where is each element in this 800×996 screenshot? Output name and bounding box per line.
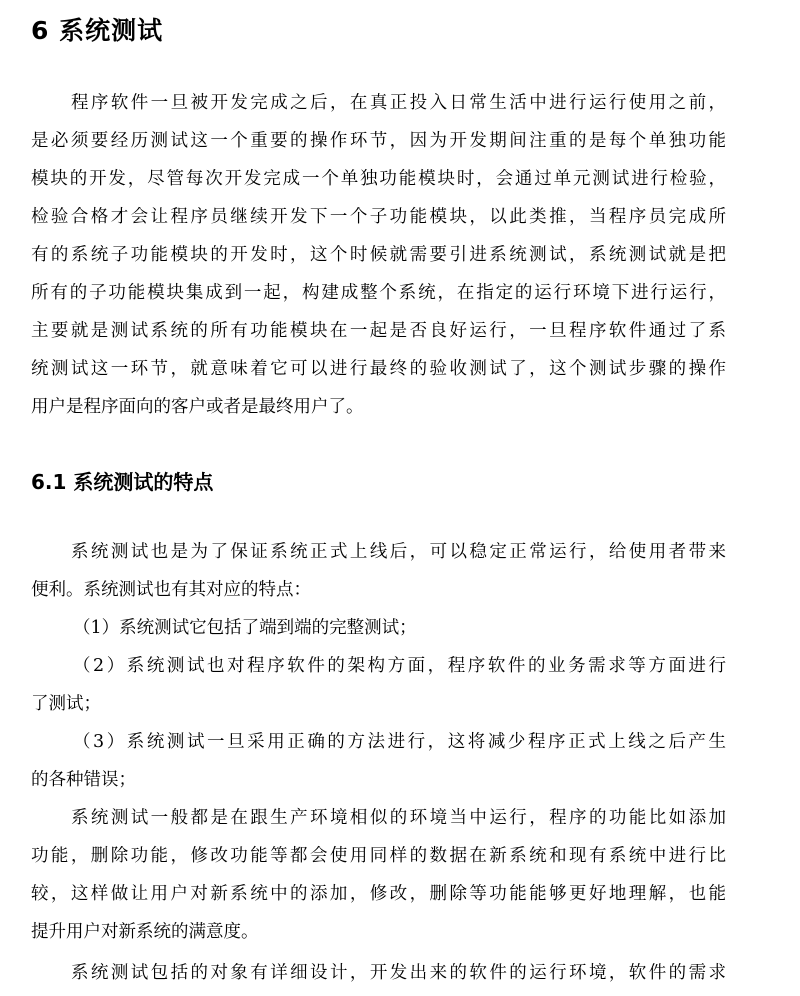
paragraph-line: 模块的开发，尽管每次开发完成一个单独功能模块时，会通过单元测试进行检验， [31,169,726,189]
scope-paragraph [31,954,726,992]
paragraph-line: 提升用户对新系统的满意度。 [31,922,259,942]
list-line: （1）系统测试它包括了端到端的完整测试； [73,618,417,638]
list-line: （2）系统测试也对程序软件的架构方面，程序软件的业务需求等方面进行 [73,656,726,676]
paragraph-line: 系统测试包括的对象有详细设计，开发出来的软件的运行环境，软件的需求 [71,963,726,983]
paragraph-line: 检验合格才会让程序员继续开发下一个子功能模块，以此类推，当程序员完成所 [31,207,726,227]
paragraph-line: 功能，删除功能，修改功能等都会使用同样的数据在新系统和现有系统中进行比 [31,846,726,866]
feature-list-item-3 [31,723,726,799]
paragraph-line: 所有的子功能模块集成到一起，构建成整个系统，在指定的运行环境下进行运行， [31,283,726,303]
paragraph-line: 是必须要经历测试这一个重要的操作环节，因为开发期间注重的是每个单独功能 [31,131,726,151]
paragraph-line: 有的系统子功能模块的开发时，这个时候就需要引进系统测试，系统测试就是把 [31,245,726,265]
paragraph-line: 用户是程序面向的客户或者是最终用户了。 [31,397,364,417]
paragraph-line: 系统测试也是为了保证系统正式上线后，可以稳定正常运行，给使用者带来 [71,542,726,562]
paragraph-line: 系统测试一般都是在跟生产环境相似的环境当中运行，程序的功能比如添加 [71,808,726,828]
paragraph-line: 便利。系统测试也有其对应的特点： [31,580,311,600]
list-line: 了测试； [31,694,101,714]
section-heading: 6.1 系统测试的特点 [31,470,214,494]
intro-paragraph [31,84,726,426]
chapter-heading: 6 系统测试 [31,16,164,45]
feature-list-item-2 [31,647,726,723]
paragraph-line: 统测试这一环节，就意味着它可以进行最终的验收测试了，这个测试步骤的操作 [31,359,726,379]
paragraph-line: 较，这样做让用户对新系统中的添加，修改，删除等功能能够更好地理解，也能 [31,884,726,904]
list-line: （3）系统测试一旦采用正确的方法进行，这将减少程序正式上线之后产生 [73,732,726,752]
list-line: 的各种错误； [31,770,136,790]
paragraph-line: 主要就是测试系统的所有功能模块在一起是否良好运行，一旦程序软件通过了系 [31,321,726,341]
environment-paragraph [31,799,726,951]
paragraph-line: 程序软件一旦被开发完成之后，在真正投入日常生活中进行运行使用之前， [71,93,726,113]
features-intro-paragraph [31,533,726,609]
feature-list-item-1 [31,609,726,647]
